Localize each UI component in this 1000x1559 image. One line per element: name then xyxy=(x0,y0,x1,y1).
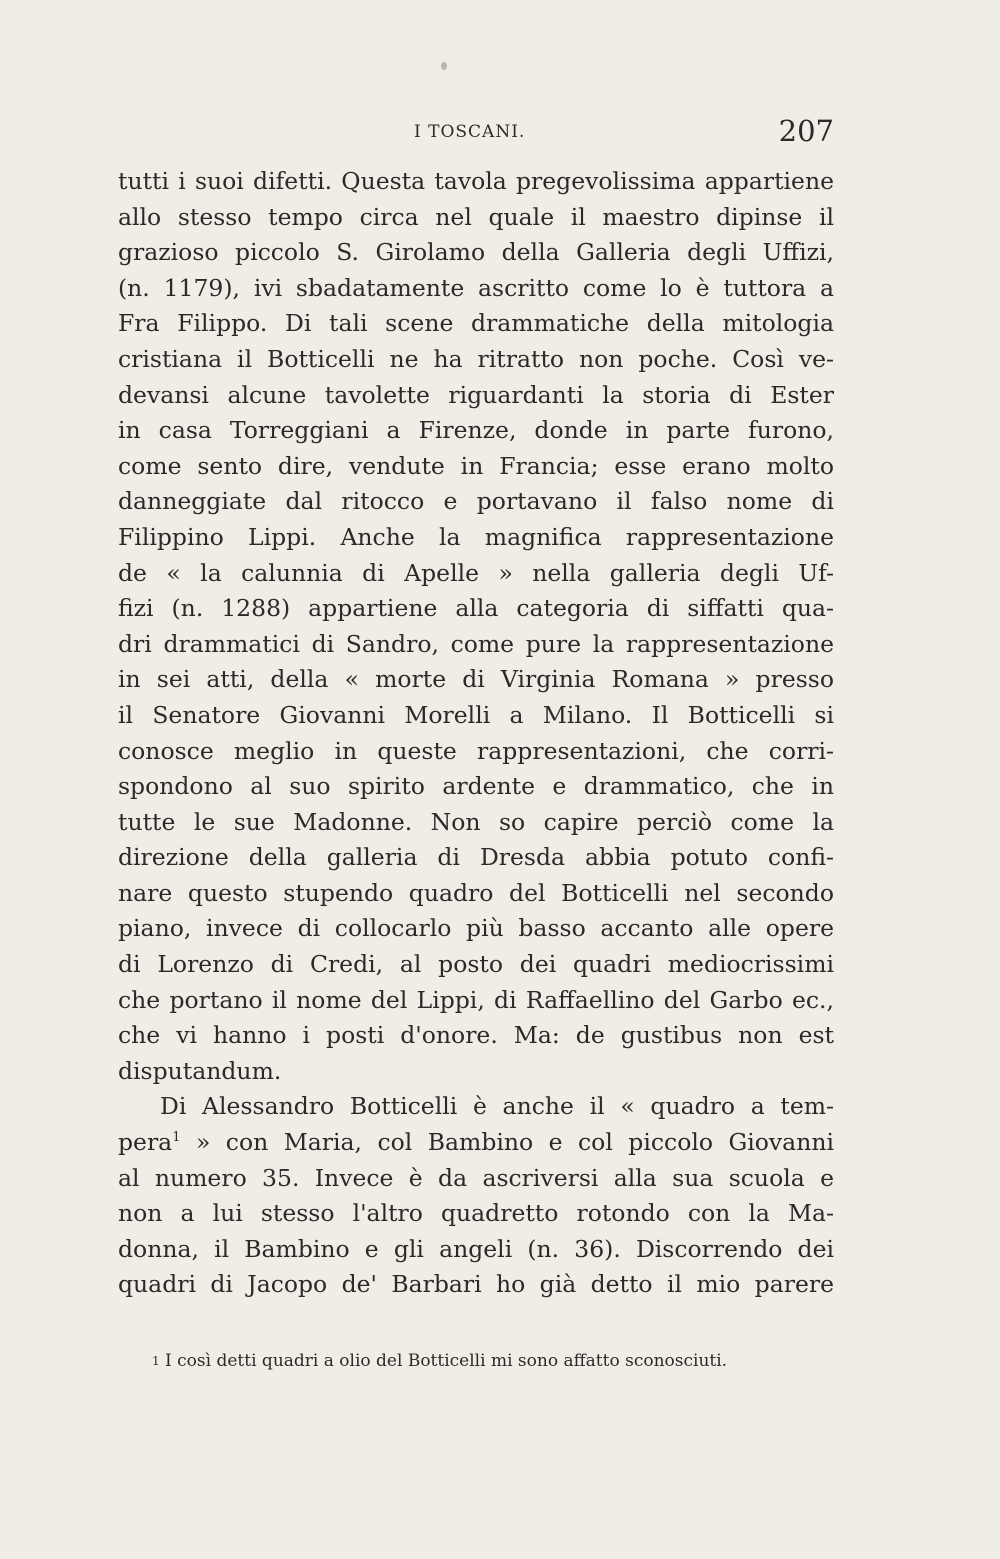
ink-speck xyxy=(441,62,447,70)
running-title: I TOSCANI. xyxy=(414,122,526,142)
text-fragment: » con Maria, col Bambino e col piccolo Giovanni xyxy=(195,1128,834,1157)
text-line: in sei atti, della « morte di Virginia Romana » presso xyxy=(118,665,834,694)
text-line: che portano il nome del Lippi, di Raffaellino del Garbo ec., xyxy=(118,985,834,1014)
text-line: devansi alcune tavolette riguardanti la storia di Ester xyxy=(118,380,834,409)
text-line xyxy=(118,1125,834,1161)
text-line: Fra Filippo. Di tali scene drammatiche della mitologia xyxy=(118,309,834,338)
text-line: (n. 1179), ivi sbadatamente ascritto come lo è tuttora a xyxy=(118,273,834,302)
footnote-text: I così detti quadri a olio del Botticelli mi sono affatto sconosciuti. xyxy=(165,1351,728,1371)
text-line: come sento dire, vendute in Francia; esse erano molto xyxy=(118,451,834,480)
text-line: allo stesso tempo circa nel quale il maestro dipinse il xyxy=(118,202,834,231)
text-line: tutti i suoi difetti. Questa tavola pregevolissima appartiene xyxy=(118,167,834,195)
footnote xyxy=(152,1348,834,1374)
text-line: dri drammatici di Sandro, come pure la rappresentazione xyxy=(118,629,834,658)
text-line: donna, il Bambino e gli angeli (n. 36). Discorrendo dei xyxy=(118,1234,834,1263)
text-line: Di Alessandro Botticelli è anche il « quadro a tem- xyxy=(160,1092,834,1121)
text-line: direzione della galleria di Dresda abbia potuto confi- xyxy=(118,843,834,872)
text-line: al numero 35. Invece è da ascriversi alla sua scuola e xyxy=(118,1163,834,1192)
body-text xyxy=(118,164,834,1303)
text-line: quadri di Jacopo de' Barbari ho già detto il mio parere xyxy=(118,1270,834,1299)
footnote-ref: 1 xyxy=(172,1130,181,1146)
text-line: cristiana il Botticelli ne ha ritratto non poche. Così ve- xyxy=(118,344,834,373)
text-line: di Lorenzo di Credi, al posto dei quadri mediocrissimi xyxy=(118,950,834,979)
text-line: tutte le sue Madonne. Non so capire perciò come la xyxy=(118,807,834,836)
text-line: non a lui stesso l'altro quadretto rotondo con la Ma- xyxy=(118,1199,834,1228)
text-line: che vi hanno i posti d'onore. Ma: de gustibus non est xyxy=(118,1021,834,1050)
text-line: spondono al suo spirito ardente e drammatico, che in xyxy=(118,772,834,801)
text-fragment: pera xyxy=(118,1128,173,1157)
text-line: in casa Torreggiani a Firenze, donde in parte furono, xyxy=(118,416,834,445)
footnote-mark: 1 xyxy=(152,1354,160,1368)
running-head xyxy=(118,114,834,150)
text-line: piano, invece di collocarlo più basso accanto alle opere xyxy=(118,914,834,943)
text-line: nare questo stupendo quadro del Botticelli nel secondo xyxy=(118,878,834,907)
text-line: disputandum. xyxy=(118,1056,282,1085)
text-line: danneggiate dal ritocco e portavano il falso nome di xyxy=(118,487,834,516)
text-line: grazioso piccolo S. Girolamo della Galleria degli Uffizi, xyxy=(118,238,834,267)
text-line: fizi (n. 1288) appartiene alla categoria di siffatti qua- xyxy=(118,594,834,623)
page-number: 207 xyxy=(778,114,834,148)
text-line: de « la calunnia di Apelle » nella galleria degli Uf- xyxy=(118,558,834,587)
text-line: Filippino Lippi. Anche la magnifica rappresentazione xyxy=(118,522,834,551)
text-line: conosce meglio in queste rappresentazioni, che corri- xyxy=(118,736,834,765)
text-line: il Senatore Giovanni Morelli a Milano. Il Botticelli si xyxy=(118,700,834,729)
